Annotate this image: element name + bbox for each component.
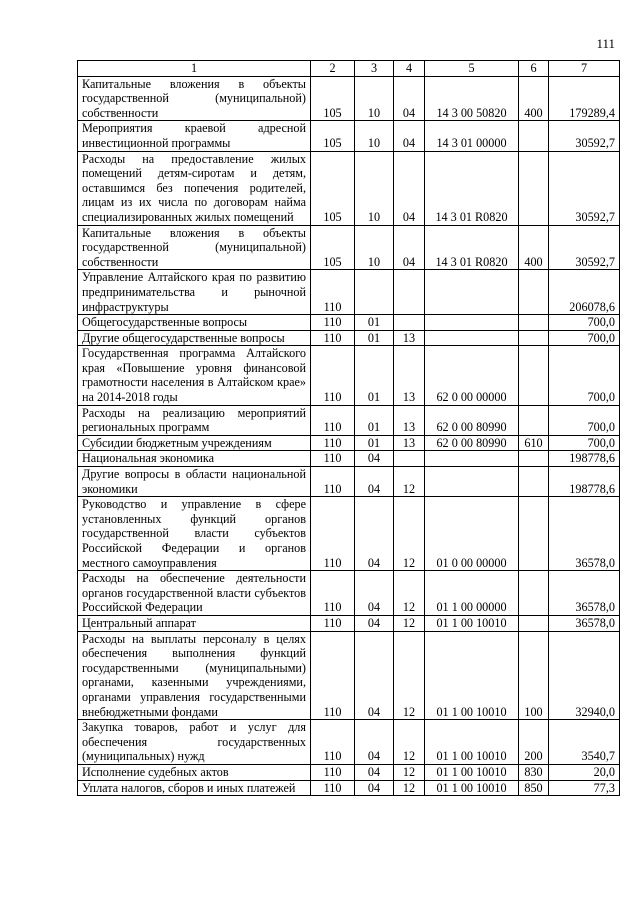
cell-amount: 32940,0 [549,631,620,720]
cell-expense-type: 850 [519,780,549,796]
cell-target-article: 62 0 00 80990 [425,405,519,435]
cell-expense-type: 830 [519,764,549,780]
cell-subsection-code: 13 [394,405,425,435]
cell-section-code: 10 [355,225,394,270]
cell-amount: 36578,0 [549,497,620,571]
cell-ministry-code: 110 [311,405,355,435]
cell-section-code: 10 [355,76,394,121]
row-name: Расходы на предоставление жилых помещений детям-сиротам и детям, оставшимся без попечения родителей, лицам из их числа по договорам найма специализированных жилых помещений [78,151,311,225]
table-row [78,330,620,346]
cell-amount: 3540,7 [549,720,620,765]
row-name: Управление Алтайского края по развитию предпринимательства и рыночной инфраструктуры [78,270,311,315]
column-header: 3 [355,61,394,77]
table-row [78,571,620,616]
cell-ministry-code: 110 [311,467,355,497]
cell-expense-type: 200 [519,720,549,765]
cell-expense-type [519,405,549,435]
cell-expense-type [519,151,549,225]
cell-subsection-code: 04 [394,121,425,151]
cell-section-code: 01 [355,435,394,451]
cell-target-article [425,467,519,497]
row-name: Другие вопросы в области национальной экономики [78,467,311,497]
cell-amount: 198778,6 [549,467,620,497]
cell-expense-type: 610 [519,435,549,451]
table-row [78,315,620,331]
row-name: Уплата налогов, сборов и иных платежей [78,780,311,796]
cell-subsection-code: 12 [394,571,425,616]
cell-target-article: 14 3 01 00000 [425,121,519,151]
table-row [78,76,620,121]
cell-subsection-code: 12 [394,615,425,631]
cell-ministry-code: 110 [311,571,355,616]
cell-expense-type [519,571,549,616]
page-number: 111 [596,36,615,51]
cell-target-article: 01 1 00 10010 [425,780,519,796]
cell-ministry-code: 110 [311,497,355,571]
cell-ministry-code: 110 [311,451,355,467]
cell-subsection-code: 13 [394,435,425,451]
table-row [78,631,620,720]
row-name: Исполнение судебных актов [78,764,311,780]
cell-target-article [425,451,519,467]
cell-subsection-code: 12 [394,467,425,497]
cell-section-code: 04 [355,497,394,571]
row-name: Капитальные вложения в объекты государственной (муниципальной) собственности [78,225,311,270]
cell-target-article: 01 0 00 00000 [425,497,519,571]
cell-ministry-code: 110 [311,720,355,765]
row-name: Субсидии бюджетным учреждениям [78,435,311,451]
table-row [78,720,620,765]
row-name: Расходы на реализацию мероприятий региональных программ [78,405,311,435]
cell-expense-type [519,270,549,315]
cell-expense-type: 100 [519,631,549,720]
cell-amount: 36578,0 [549,571,620,616]
row-name: Руководство и управление в сфере установленных функций органов государственной власти субъектов Российской Федерации и органов местного самоуправления [78,497,311,571]
cell-section-code: 01 [355,330,394,346]
column-header: 7 [549,61,620,77]
row-name: Закупка товаров, работ и услуг для обеспечения государственных (муниципальных) нужд [78,720,311,765]
cell-expense-type: 400 [519,225,549,270]
cell-expense-type [519,615,549,631]
cell-subsection-code: 12 [394,764,425,780]
cell-target-article [425,330,519,346]
table-row [78,497,620,571]
cell-ministry-code: 110 [311,270,355,315]
table-row [78,451,620,467]
cell-ministry-code: 105 [311,121,355,151]
table-row [78,435,620,451]
cell-section-code: 04 [355,780,394,796]
cell-target-article [425,270,519,315]
cell-subsection-code: 12 [394,780,425,796]
cell-amount: 30592,7 [549,225,620,270]
cell-expense-type [519,497,549,571]
cell-amount: 20,0 [549,764,620,780]
cell-amount: 77,3 [549,780,620,796]
cell-subsection-code: 13 [394,346,425,405]
table-row [78,467,620,497]
row-name: Расходы на выплаты персоналу в целях обеспечения выполнения функций государственными (муниципальными) органами, казенными учреждениями, органами управления государственными внебюджетными фондами [78,631,311,720]
cell-ministry-code: 110 [311,764,355,780]
cell-ministry-code: 110 [311,780,355,796]
cell-amount: 198778,6 [549,451,620,467]
cell-target-article: 62 0 00 80990 [425,435,519,451]
table-row [78,346,620,405]
table-row [78,764,620,780]
table-body [78,76,620,796]
cell-section-code: 01 [355,346,394,405]
cell-section-code: 01 [355,315,394,331]
cell-subsection-code: 04 [394,225,425,270]
cell-target-article: 14 3 01 R0820 [425,151,519,225]
cell-amount: 700,0 [549,330,620,346]
cell-target-article: 01 1 00 10010 [425,764,519,780]
table-row [78,405,620,435]
cell-expense-type [519,121,549,151]
cell-section-code: 10 [355,121,394,151]
cell-subsection-code [394,270,425,315]
cell-section-code: 01 [355,405,394,435]
cell-amount: 206078,6 [549,270,620,315]
cell-subsection-code [394,315,425,331]
cell-target-article: 14 3 01 R0820 [425,225,519,270]
cell-section-code: 04 [355,764,394,780]
cell-amount: 700,0 [549,405,620,435]
cell-amount: 179289,4 [549,76,620,121]
cell-ministry-code: 105 [311,225,355,270]
cell-target-article: 14 3 00 50820 [425,76,519,121]
column-header: 6 [519,61,549,77]
table-row [78,780,620,796]
cell-target-article: 01 1 00 00000 [425,571,519,616]
table-header-row [78,61,620,77]
cell-section-code: 04 [355,451,394,467]
cell-expense-type: 400 [519,76,549,121]
table-row [78,121,620,151]
cell-section-code: 04 [355,720,394,765]
cell-amount: 30592,7 [549,151,620,225]
cell-section-code: 04 [355,615,394,631]
cell-target-article: 62 0 00 00000 [425,346,519,405]
cell-amount: 700,0 [549,315,620,331]
column-header: 4 [394,61,425,77]
cell-amount: 30592,7 [549,121,620,151]
cell-section-code: 04 [355,631,394,720]
cell-ministry-code: 110 [311,315,355,331]
cell-expense-type [519,467,549,497]
cell-expense-type [519,451,549,467]
row-name: Общегосударственные вопросы [78,315,311,331]
cell-subsection-code: 12 [394,497,425,571]
cell-ministry-code: 110 [311,346,355,405]
cell-subsection-code: 04 [394,76,425,121]
cell-target-article: 01 1 00 10010 [425,631,519,720]
row-name: Мероприятия краевой адресной инвестиционной программы [78,121,311,151]
cell-subsection-code: 12 [394,631,425,720]
cell-section-code [355,270,394,315]
table-row [78,270,620,315]
cell-ministry-code: 110 [311,631,355,720]
column-header: 5 [425,61,519,77]
cell-amount: 700,0 [549,346,620,405]
table-row [78,225,620,270]
cell-target-article: 01 1 00 10010 [425,615,519,631]
cell-subsection-code: 13 [394,330,425,346]
cell-ministry-code: 110 [311,330,355,346]
row-name: Государственная программа Алтайского края «Повышение уровня финансовой грамотности населения в Алтайском крае» на 2014-2018 годы [78,346,311,405]
table-row [78,151,620,225]
cell-amount: 36578,0 [549,615,620,631]
cell-ministry-code: 110 [311,615,355,631]
cell-ministry-code: 105 [311,151,355,225]
cell-target-article [425,315,519,331]
cell-subsection-code: 12 [394,720,425,765]
cell-subsection-code: 04 [394,151,425,225]
table-row [78,615,620,631]
cell-expense-type [519,346,549,405]
column-header: 2 [311,61,355,77]
cell-ministry-code: 110 [311,435,355,451]
row-name: Капитальные вложения в объекты государственной (муниципальной) собственности [78,76,311,121]
column-header: 1 [78,61,311,77]
cell-expense-type [519,330,549,346]
cell-ministry-code: 105 [311,76,355,121]
cell-target-article: 01 1 00 10010 [425,720,519,765]
row-name: Другие общегосударственные вопросы [78,330,311,346]
row-name: Расходы на обеспечение деятельности органов государственной власти субъектов Российской Федерации [78,571,311,616]
row-name: Центральный аппарат [78,615,311,631]
cell-amount: 700,0 [549,435,620,451]
budget-table [77,60,620,796]
row-name: Национальная экономика [78,451,311,467]
cell-subsection-code [394,451,425,467]
cell-expense-type [519,315,549,331]
cell-section-code: 10 [355,151,394,225]
cell-section-code: 04 [355,467,394,497]
cell-section-code: 04 [355,571,394,616]
